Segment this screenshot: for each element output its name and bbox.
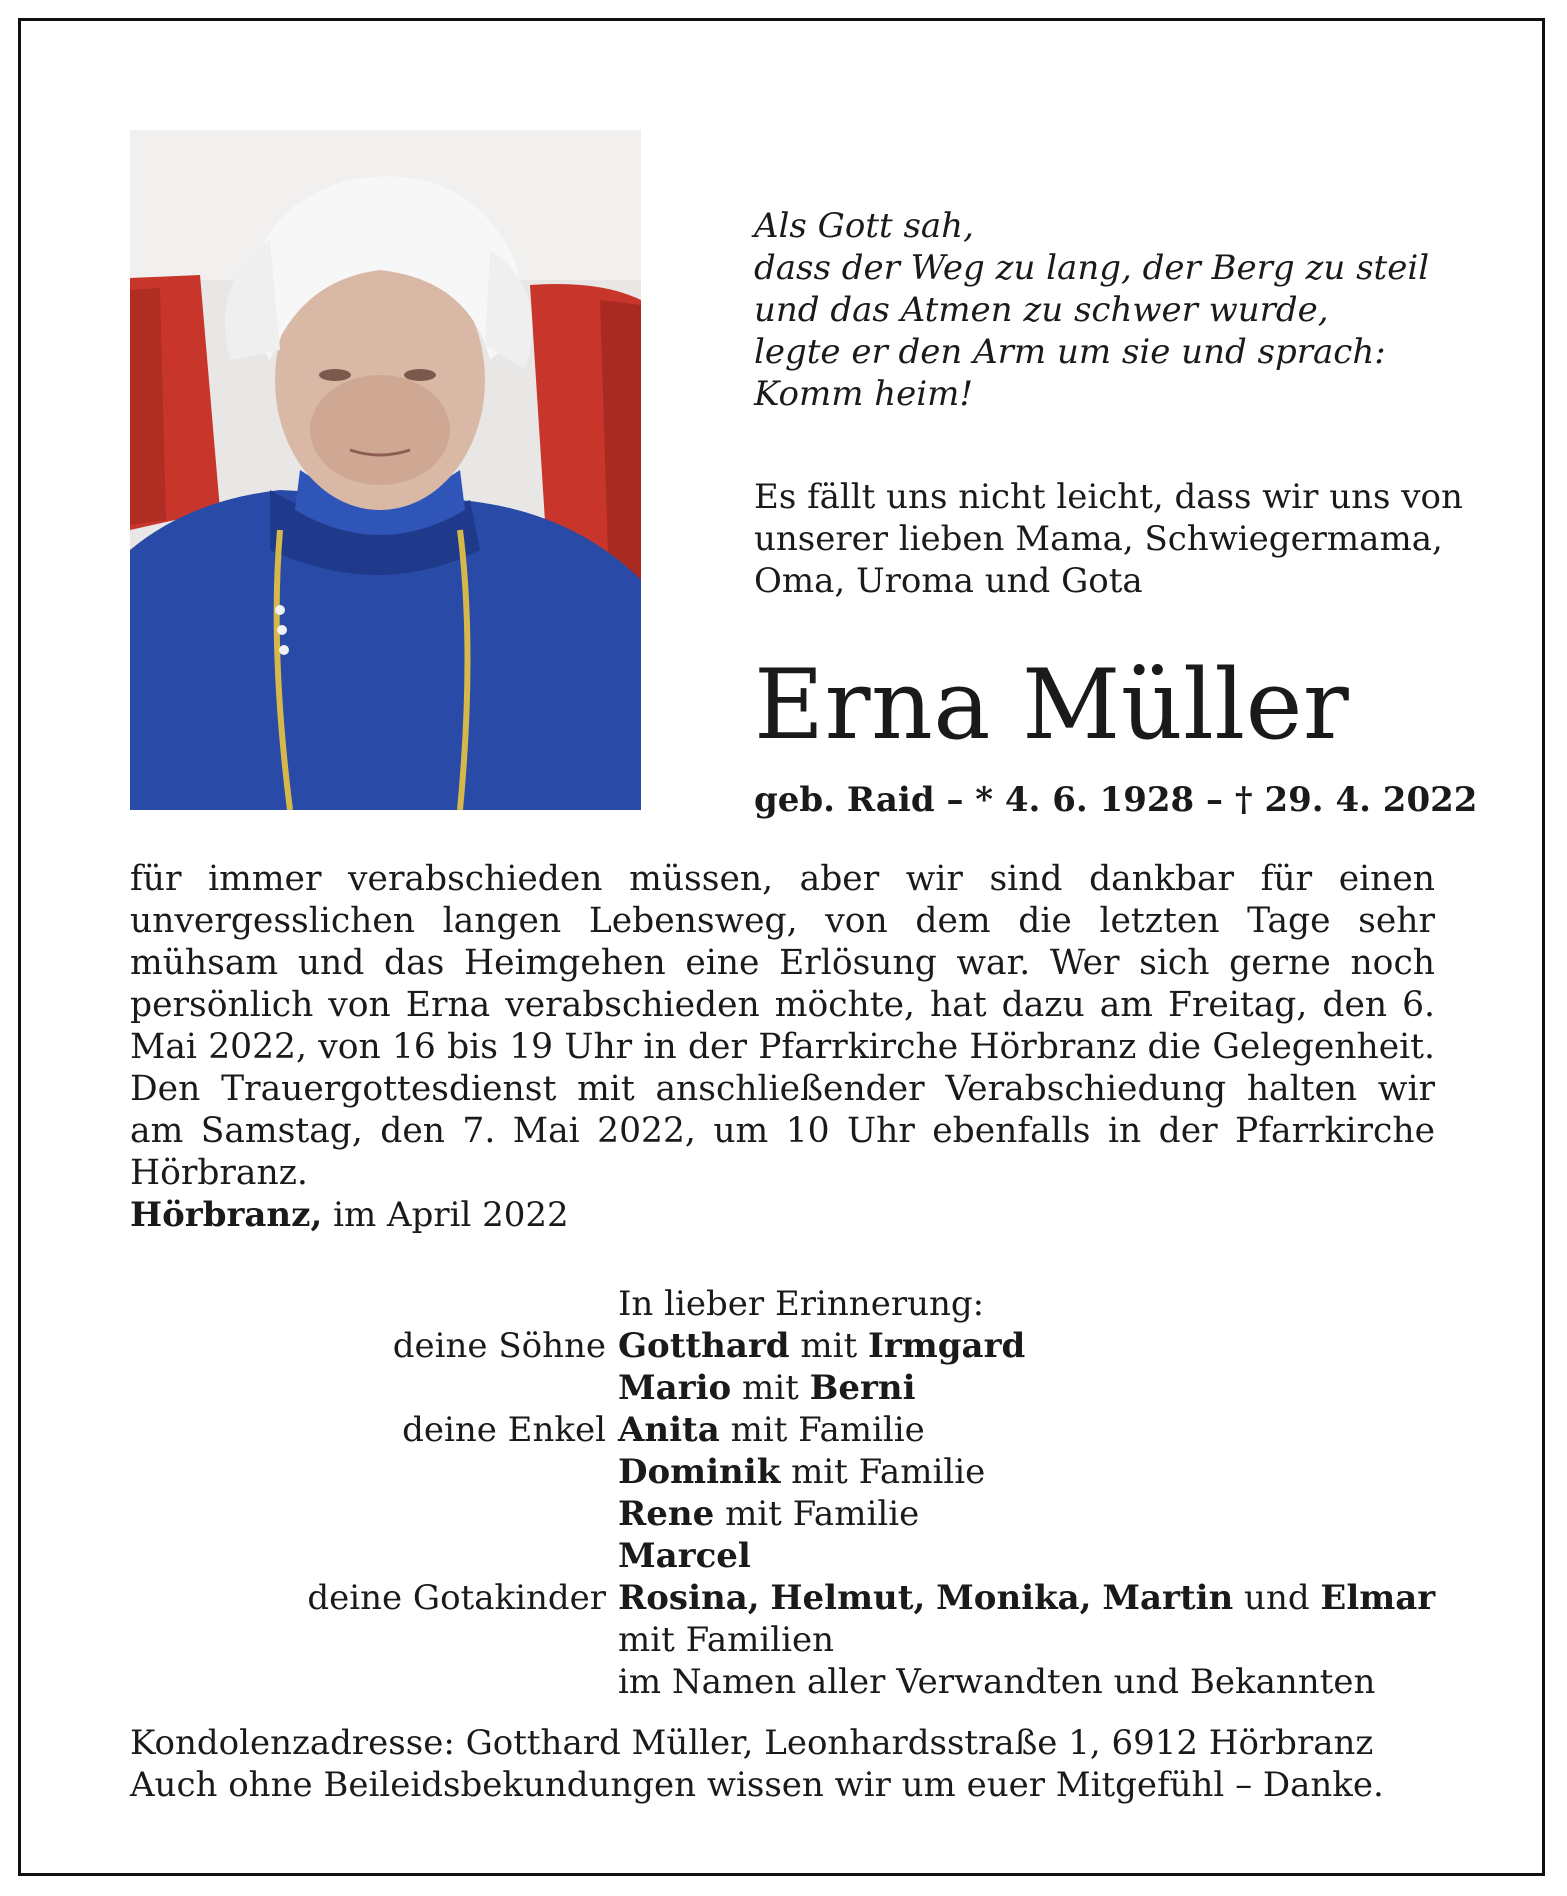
family-name: Irmgard	[867, 1326, 1026, 1366]
family-name: Gotthard	[618, 1326, 790, 1366]
poem-line: und das Atmen zu schwer wurde,	[754, 290, 1329, 330]
poem-line: dass der Weg zu lang, der Berg zu steil	[754, 248, 1430, 288]
poem-line: Komm heim!	[754, 374, 974, 414]
family-row: Rene mit Familie	[618, 1494, 920, 1534]
family-name: Anita	[618, 1410, 720, 1450]
family-name: Martin	[1102, 1578, 1234, 1618]
family-list	[130, 1283, 1470, 1703]
role-label: deine Enkel	[402, 1410, 606, 1450]
role-label: deine Gotakinder	[307, 1578, 606, 1618]
family-row	[130, 1661, 1470, 1703]
thanks-note: Auch ohne Beileidsbekundungen wissen wir um euer Mitgefühl – Danke.	[130, 1765, 1384, 1805]
place-town: Hörbranz,	[130, 1195, 323, 1235]
poem-line: legte er den Arm um sie und sprach:	[754, 332, 1386, 372]
portrait-photo	[130, 130, 641, 810]
place-date	[130, 1195, 569, 1235]
place-month: im April 2022	[333, 1195, 569, 1235]
poem	[754, 205, 1429, 415]
intro-text: Es fällt uns nicht leicht, dass wir uns von unserer lieben Mama, Schwiegermama, Oma, Uroma und Gota	[754, 477, 1463, 601]
deceased-name: Erna Müller	[754, 649, 1350, 761]
family-row: deine Enkel Anita mit Familie	[130, 1409, 1470, 1451]
role-label: deine Söhne	[392, 1326, 606, 1366]
family-row: Mario mit Berni	[618, 1368, 916, 1408]
family-row: deine Gotakinder Rosina, Helmut, Monika, Martin und Elmar	[130, 1577, 1470, 1619]
announcement-body: für immer verabschieden müssen, aber wir sind dankbar für einen unvergesslichen langen Lebensweg, von dem die letzten Tage sehr mühsam und das Heimgehen eine Erlösung war. Wer sich gerne noch persönlich von Erna verabschieden möchte, hat dazu am Freitag, den 6. Mai 2022, von 16 bis 19 Uhr in der Pfarrkirche Hörbranz die Gelegenheit. Den Trauergottesdienst mit anschließender Verabschiedung halten wir am Samstag, den 7. Mai 2022, um 10 Uhr ebenfalls in der Pfarrkirche Hörbranz.	[130, 859, 1435, 1193]
family-name: Berni	[809, 1368, 916, 1408]
family-row: Dominik mit Familie	[618, 1452, 986, 1492]
family-heading: In lieber Erinnerung:	[618, 1284, 985, 1324]
family-row	[130, 1283, 1470, 1325]
family-name: Dominik	[618, 1452, 781, 1492]
condolence-address: Kondolenzadresse: Gotthard Müller, Leonhardsstraße 1, 6912 Hörbranz	[130, 1723, 1374, 1763]
family-row	[130, 1535, 1470, 1577]
family-row: mit Familien	[618, 1620, 835, 1660]
poem-line: Als Gott sah,	[754, 206, 974, 246]
family-name: Mario	[618, 1368, 732, 1408]
family-name: Rene	[618, 1494, 715, 1534]
family-closing: im Namen aller Verwandten und Bekannten	[618, 1662, 1376, 1702]
family-name: Helmut,	[770, 1578, 926, 1618]
family-row: deine Söhne Gotthard mit Irmgard	[130, 1325, 1470, 1367]
family-name: Rosina,	[618, 1578, 760, 1618]
footer	[130, 1722, 1384, 1806]
life-dates: geb. Raid – * 4. 6. 1928 – † 29. 4. 2022	[754, 780, 1478, 820]
family-name: Elmar	[1320, 1578, 1436, 1618]
family-name: Monika,	[936, 1578, 1092, 1618]
family-name: Marcel	[618, 1536, 751, 1576]
